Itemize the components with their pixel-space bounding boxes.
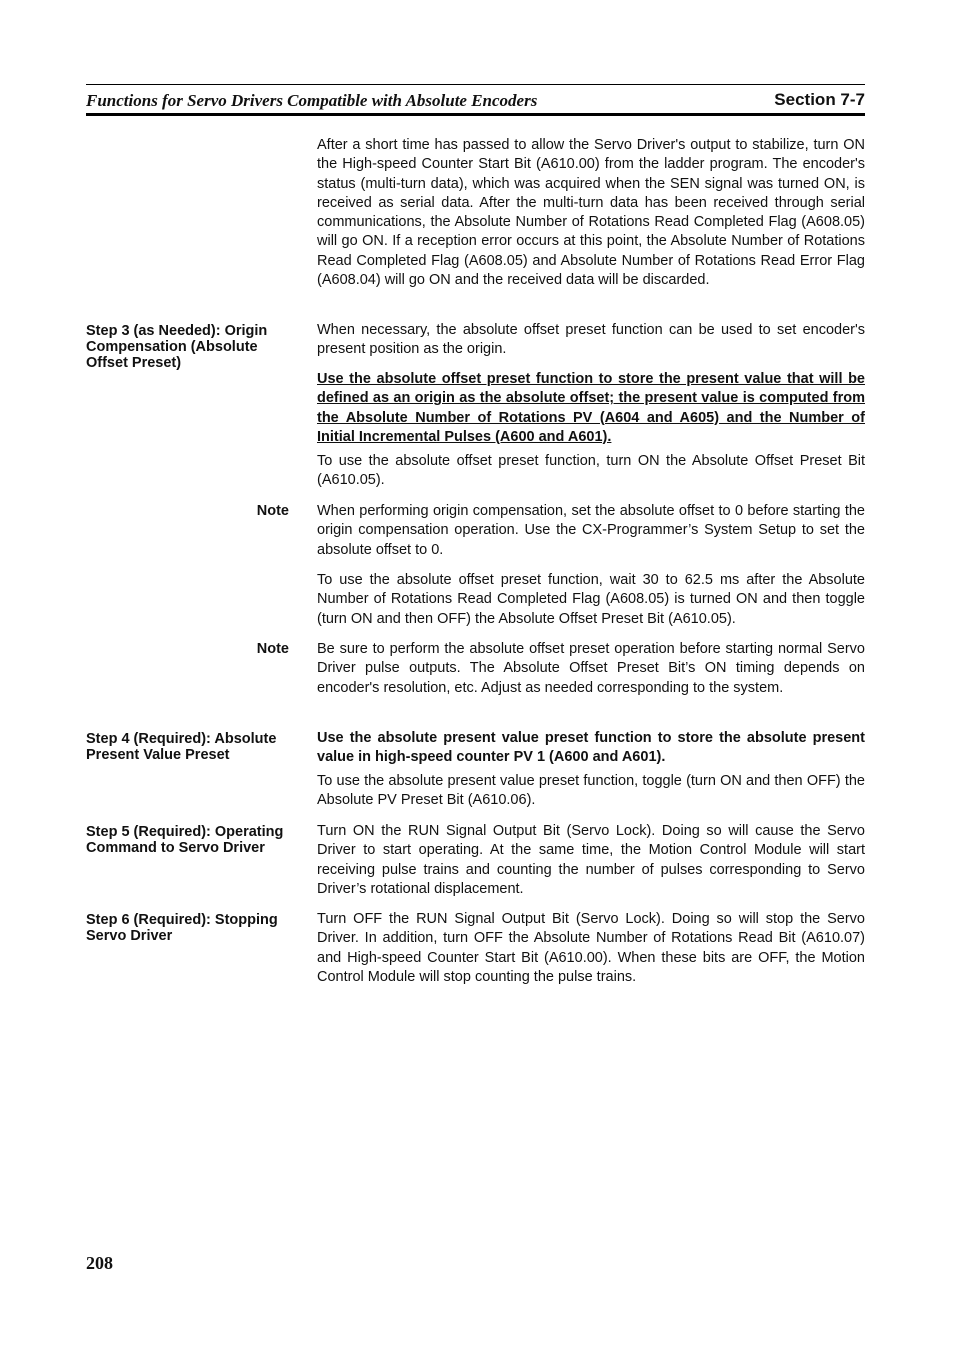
section-number: Section 7-7 xyxy=(774,90,865,109)
step5-heading: Step 5 (Required): Operating Command to Servo Driver xyxy=(86,824,284,856)
note-2-text: Be sure to perform the absolute offset preset operation before starting normal Servo Driver pulse outputs. The Absolute Offset Preset Bit’s ON timing depends on encoder's resolution, etc. Adjust as needed corresponding to the system. xyxy=(317,641,865,696)
chapter-title: Functions for Servo Drivers Compatible with Absolute Encoders xyxy=(86,91,538,110)
page-header xyxy=(86,84,865,116)
note-label-2: Note xyxy=(256,641,289,657)
step3-emphasis-paragraph: Use the absolute offset preset function to store the present value that will be defined as an origin as the absolute offset; the present value is computed from the Absolute Number of Rotations PV (A604 and A605) and the Number of Initial Incremental Pulses (A600 and A601). xyxy=(317,371,865,445)
step3-paragraph-3: To use the absolute offset preset function, turn ON the Absolute Offset Preset Bit (A610.05). xyxy=(317,453,865,489)
note-1-text: When performing origin compensation, set the absolute offset to 0 before starting the origin compensation operation. Use the CX-Programmer’s System Setup to set the absolute offset to 0. xyxy=(317,503,865,558)
step4-emphasis-paragraph: Use the absolute present value preset function to store the absolute present value in high-speed counter PV 1 (A600 and A601). xyxy=(317,730,865,766)
step4-heading: Step 4 (Required): Absolute Present Value Preset xyxy=(86,731,277,763)
step4-paragraph-2: To use the absolute present value preset function, toggle (turn ON and then OFF) the Absolute PV Preset Bit (A610.06). xyxy=(317,773,865,809)
note-label-1: Note xyxy=(256,503,289,519)
intro-paragraph: After a short time has passed to allow the Servo Driver's output to stabilize, turn ON the High-speed Counter Start Bit (A610.00) from the ladder program. The encoder's status (multi-turn data), which was acquired when the SEN signal was turned ON, is received as serial data. After the multi-turn data has been received through serial communications, the Absolute Number of Rotations Read Completed Flag (A608.05) will go ON. If a reception error occurs at this point, the Absolute Number of Rotations Read Completed Flag (A608.05) and Absolute Number of Rotations Read Error Flag (A608.04) will go ON and the received data will be discarded. xyxy=(317,137,865,289)
step3-paragraph-4: To use the absolute offset preset function, wait 30 to 62.5 ms after the Absolute Number of Rotations Read Completed Flag (A608.05) is turned ON and then toggle (turn ON and then OFF) the Absolute Offset Preset Bit (A610.05). xyxy=(317,572,865,627)
page-number: 208 xyxy=(86,1253,113,1273)
step5-paragraph: Turn ON the RUN Signal Output Bit (Servo Lock). Doing so will cause the Servo Driver to start operating. At the same time, the Motion Control Module will start receiving pulse trains and counting the number of pulses corresponding to Servo Driver’s rotational displacement. xyxy=(317,823,865,897)
step6-paragraph: Turn OFF the RUN Signal Output Bit (Servo Lock). Doing so will stop the Servo Driver. In addition, turn OFF the Absolute Number of Rotations Read Bit (A610.07) and High-speed Counter Start Bit (A610.00). When these bits are OFF, the Motion Control Module will stop counting the pulse trains. xyxy=(317,911,865,985)
step3-heading: Step 3 (as Needed): Origin Compensation (Absolute Offset Preset) xyxy=(86,323,268,371)
step6-heading: Step 6 (Required): Stopping Servo Driver xyxy=(86,912,278,944)
step3-paragraph-1: When necessary, the absolute offset preset function can be used to set encoder's present position as the origin. xyxy=(317,322,865,358)
